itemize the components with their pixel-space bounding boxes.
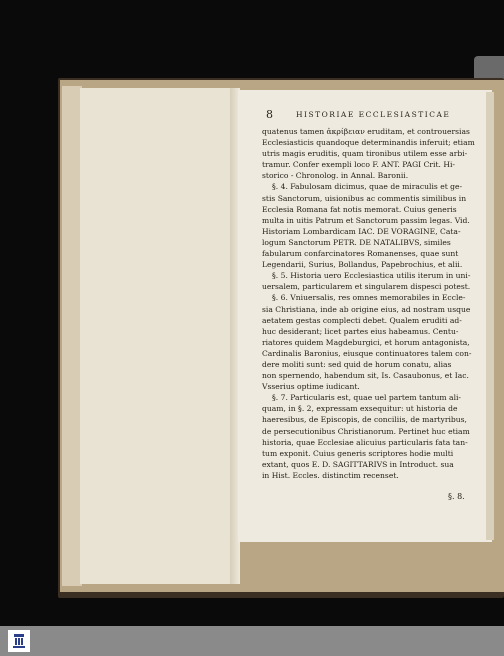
text-line: §. 6. Vniuersalis, res omnes memorabiles in Eccle- xyxy=(272,293,466,303)
text-line: §. 4. Fabulosam dicimus, quae de miraculis et ge- xyxy=(272,182,463,192)
text-line: riatores quidem Magdeburgici, et horum antagonista, xyxy=(262,337,470,347)
catchword: §. 8. xyxy=(448,492,465,501)
text-line: logum Sanctorum PETR. DE NATALIBVS, similes xyxy=(262,237,451,247)
page-header xyxy=(266,108,480,122)
text-line: §. 7. Particularis est, quae uel partem tantum ali- xyxy=(272,393,461,403)
spine-strip xyxy=(62,86,82,586)
text-line: Ecclesia Romana fat notis memorat. Cuius generis xyxy=(262,204,457,214)
text-line: non spernendo, habendum sit, Is. Casaubonus, et Iac. xyxy=(262,371,469,381)
text-line: historia, quae Ecclesiae alicuius particularis fata tan- xyxy=(262,437,468,447)
text-line: Ecclesiasticis quandoque determinandis inferuit; etiam xyxy=(262,138,475,148)
text-line: in Hist. Eccles. distinctim recenset. xyxy=(262,470,399,480)
text-line: Legendarii, Surius, Bollandus, Papebrochius, et alii. xyxy=(262,260,463,270)
text-line: §. 5. Historia uero Ecclesiastica utilis iterum in uni- xyxy=(272,271,471,281)
library-logo-icon-graphic xyxy=(11,633,27,649)
text-line: dere moliti sunt: sed quid de horum conatu, alias xyxy=(262,359,452,369)
text-line: extant, quos E. D. SAGITTARIVS in Introduct. sua xyxy=(262,459,454,469)
text-line: utris magis eruditis, quam tironibus utilem esse arbi- xyxy=(262,149,468,159)
text-line: uersalem, particularem et singularem dispesci potest. xyxy=(262,282,471,292)
running-head: HISTORIAE ECCLESIASTICAE xyxy=(296,110,451,119)
text-line: quam, in §. 2, expressam exsequitur: ut historia de xyxy=(262,404,458,414)
library-logo-icon xyxy=(8,630,30,652)
text-line: de persecutionibus Christianorum. Pertinet huc etiam xyxy=(262,426,470,436)
text-line: Vsserius optime iudicant. xyxy=(262,382,360,392)
page-edge xyxy=(486,92,494,540)
text-line: storico - Chronolog. in Annal. Baronii. xyxy=(262,171,409,181)
text-line: stis Sanctorum, uisionibus ac commentis similibus in xyxy=(262,193,467,203)
text-line: Historiam Lombardicam IAC. DE VORAGINE, Cata- xyxy=(262,226,461,236)
body-text xyxy=(262,126,478,481)
text-line: haeresibus, de Episcopis, de conciliis, de martyribus, xyxy=(262,415,467,425)
text-line: quatenus tamen ἀκρίβειαν eruditam, et controuersias xyxy=(262,127,470,136)
text-line: tramur. Confer exempli loco F. ANT. PAGI Crit. Hi- xyxy=(262,160,455,170)
page-number: 8 xyxy=(266,108,273,121)
text-line: Cardinalis Baronius, eiusque continuatores talem con- xyxy=(262,348,472,358)
text-line: multa in uitis Patrum et Sanctorum passim legas. Vid. xyxy=(262,215,470,225)
blank-left-page xyxy=(80,88,232,584)
text-line: sia Christiana, inde ab origine eius, ad nostram usque xyxy=(262,304,471,314)
footer-bar xyxy=(0,626,504,656)
text-line: huc desiderant; licet partes eius habeamus. Centu- xyxy=(262,326,459,336)
text-line: aetatem gestas complecti debet. Qualem eruditi ad- xyxy=(262,315,462,325)
text-line: tum exponit. Cuius generis scriptores hodie multi xyxy=(262,448,454,458)
text-line: fabularum confarcinatores Romanenses, quae sunt xyxy=(262,249,459,259)
